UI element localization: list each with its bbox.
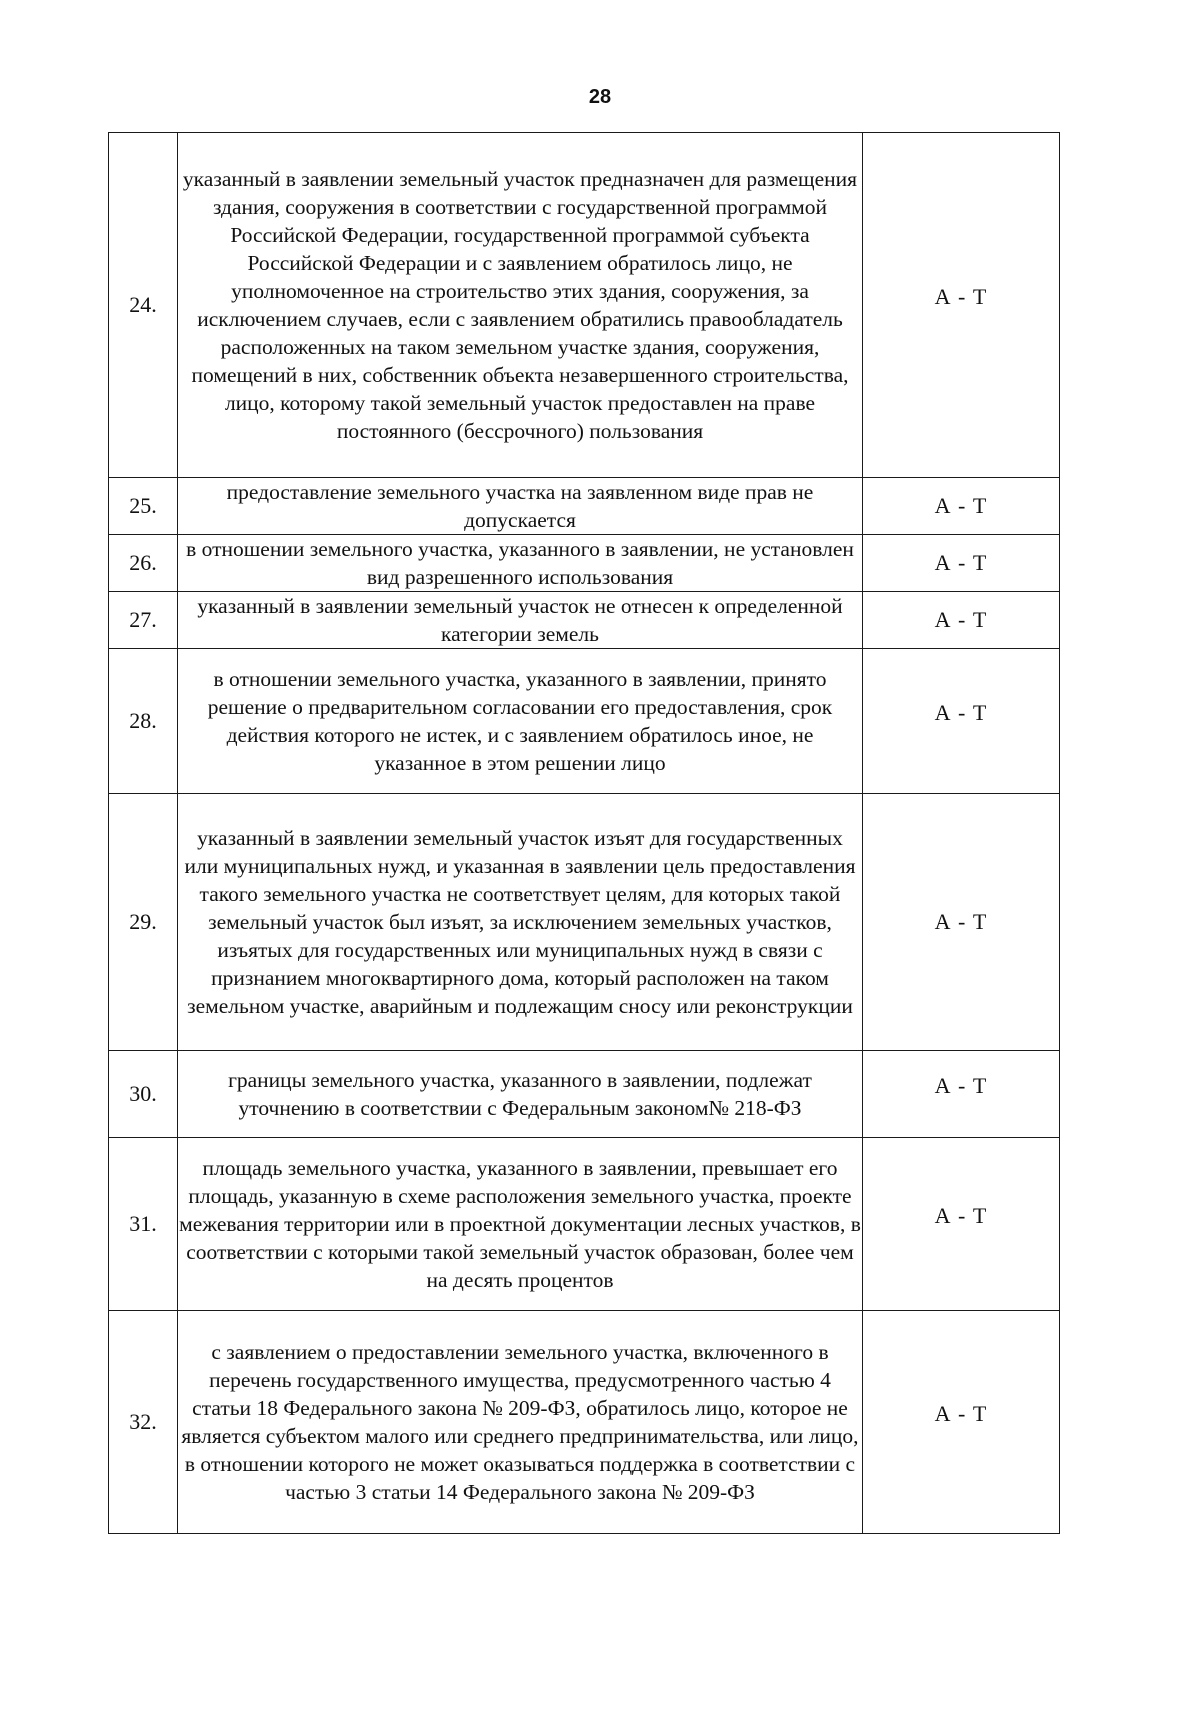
grounds-table — [108, 132, 1060, 1534]
row-number: 32. — [109, 1311, 178, 1534]
row-text: указанный в заявлении земельный участок предназначен для размещения здания, сооружения в соответствии с государственной программой Российской Федерации, государственной программой субъекта Российской Федерации и с заявлением обратилось лицо, не уполномоченное на строительство этих здания, сооружения, за исключением случаев, если с заявлением обратились правообладатель расположенных на таком земельном участке здания, сооружения, помещений в них, собственник объекта незавершенного строительства, лицо, которому такой земельный участок предоставлен на праве постоянного (бессрочного) пользования — [178, 133, 863, 478]
row-number: 31. — [109, 1138, 178, 1311]
row-code — [863, 1051, 1060, 1138]
row-number: 30. — [109, 1051, 178, 1138]
table-row — [109, 1311, 1060, 1534]
row-code — [863, 1138, 1060, 1311]
row-number: 24. — [109, 133, 178, 478]
table-row — [109, 794, 1060, 1051]
table-row — [109, 478, 1060, 535]
table-row — [109, 592, 1060, 649]
row-code-label: А - Т — [934, 284, 988, 309]
row-number: 26. — [109, 535, 178, 592]
row-text: в отношении земельного участка, указанного в заявлении, не установлен вид разрешенного использования — [178, 535, 863, 592]
row-number: 27. — [109, 592, 178, 649]
row-number: 29. — [109, 794, 178, 1051]
row-code: А - Т — [863, 794, 1060, 1051]
table-row — [109, 1138, 1060, 1311]
row-number: 25. — [109, 478, 178, 535]
table-row — [109, 649, 1060, 794]
row-code: А - Т — [863, 478, 1060, 535]
row-text: с заявлением о предоставлении земельного участка, включенного в перечень государственного имущества, предусмотренного частью 4 статьи 18 Федерального закона № 209-ФЗ, обратилось лицо, которое не является субъектом малого или среднего предпринимательства, или лицо, в отношении которого не может оказываться поддержка в соответствии с частью 3 статьи 14 Федерального закона № 209-ФЗ — [178, 1311, 863, 1534]
row-text: указанный в заявлении земельный участок не отнесен к определенной категории земель — [178, 592, 863, 649]
row-code-label: А - Т — [934, 1203, 988, 1228]
row-code-label: А - Т — [934, 1401, 988, 1426]
row-text: в отношении земельного участка, указанного в заявлении, принято решение о предварительном согласовании его предоставления, срок действия которого не истек, и с заявлением обратилось иное, не указанное в этом решении лицо — [178, 649, 863, 794]
page-number: 28 — [588, 86, 612, 108]
row-code-label: А - Т — [934, 700, 988, 725]
row-code — [863, 1311, 1060, 1534]
row-code: А - Т — [863, 535, 1060, 592]
row-text: указанный в заявлении земельный участок изъят для государственных или муниципальных нужд, и указанная в заявлении цель предоставления такого земельного участка не соответствует целям, для которых такой земельный участок был изъят, за исключением земельных участков, изъятых для государственных или муниципальных нужд в связи с признанием многоквартирного дома, который расположен на таком земельном участке, аварийным и подлежащим сносу или реконструкции — [178, 794, 863, 1051]
row-text: границы земельного участка, указанного в заявлении, подлежат уточнению в соответствии с Федеральным законом№ 218-ФЗ — [178, 1051, 863, 1138]
row-code: А - Т — [863, 592, 1060, 649]
table-row — [109, 133, 1060, 478]
row-code — [863, 133, 1060, 478]
row-text: площадь земельного участка, указанного в заявлении, превышает его площадь, указанную в схеме расположения земельного участка, проекте межевания территории или в проектной документации лесных участков, в соответствии с которыми такой земельный участок образован, более чем на десять процентов — [178, 1138, 863, 1311]
row-code-label: А - Т — [934, 1073, 988, 1098]
row-code — [863, 649, 1060, 794]
row-number: 28. — [109, 649, 178, 794]
table-row — [109, 1051, 1060, 1138]
row-text: предоставление земельного участка на заявленном виде прав не допускается — [178, 478, 863, 535]
table-row — [109, 535, 1060, 592]
